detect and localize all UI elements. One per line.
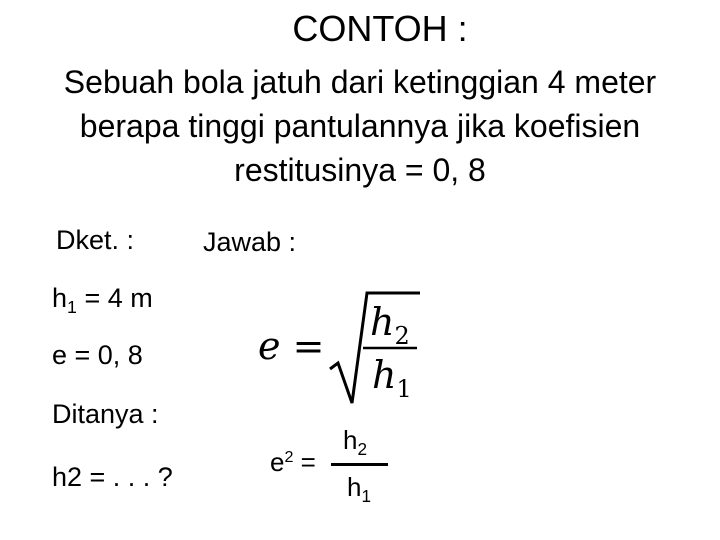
slide-title: CONTOH : [292,8,468,49]
h1-subscript: 1 [67,297,77,318]
h1-value: = 4 m [76,283,153,313]
formula2-lhs [270,446,316,478]
formula2-denominator: $h_1$ [347,472,372,506]
formula1-den: $h_1$ [372,353,412,403]
restitution-formula [250,285,430,410]
formula1-num: $h_2$ [370,300,410,350]
answer-label: Jawab : [203,227,297,257]
problem-statement: Sebuah bola jatuh dari ketinggian 4 meter berapa tinggi pantulannya jika koefisien restitusinya = 0, 8 [63,64,657,188]
h1-symbol: h [52,283,68,313]
formula2-base: e [270,447,285,477]
formula2-exponent: 2 [284,448,294,467]
formula2-numerator: $h_2$ [343,425,368,459]
formula1-lhs: e = [258,324,325,368]
asked-h2: h2 = . . . ? [52,462,173,492]
given-e: e = 0, 8 [52,340,143,370]
restitution-formula-svg [250,285,430,410]
given-label: Dket. : [56,225,135,255]
formula2-fraction-bar [331,463,388,466]
asked-label: Ditanya : [52,399,159,429]
formula2-equals: = [293,447,316,477]
given-h1 [52,281,153,318]
